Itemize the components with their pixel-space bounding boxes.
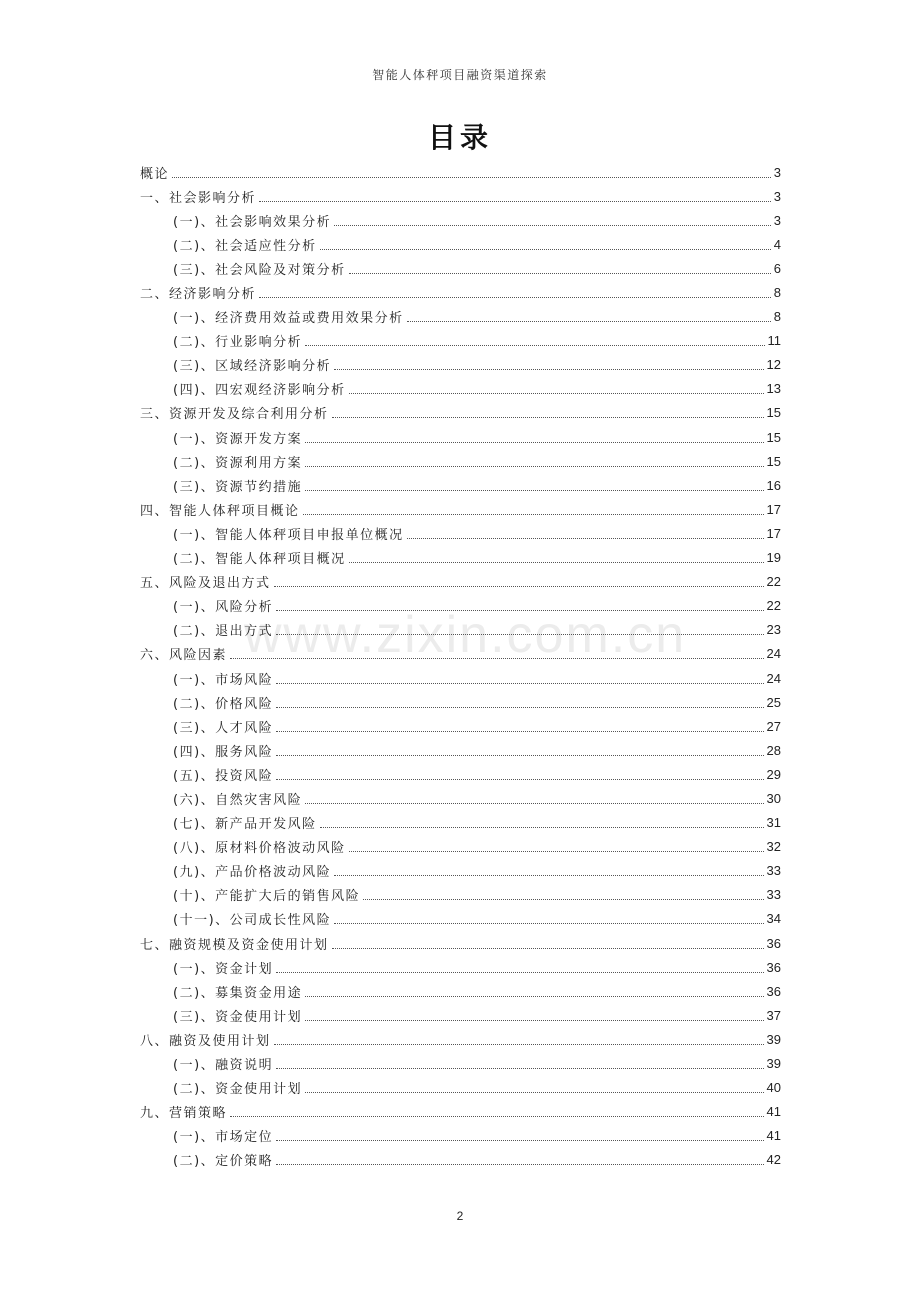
- toc-subentry[interactable]: [140, 811, 781, 835]
- toc-entry[interactable]: [140, 184, 781, 208]
- toc-page-number: 15: [766, 405, 781, 421]
- dot-leader: [276, 1140, 763, 1141]
- toc-entry-title: 五、风险及退出方式: [140, 576, 271, 592]
- toc-page-number: 40: [766, 1080, 781, 1096]
- toc-page-number: 34: [766, 911, 781, 927]
- toc-subentry[interactable]: [140, 835, 781, 859]
- toc-page-number: 11: [767, 333, 781, 349]
- toc-entry[interactable]: [140, 1027, 781, 1051]
- toc-page-number: 42: [766, 1152, 781, 1168]
- dot-leader: [305, 1092, 763, 1093]
- toc-subentry[interactable]: [140, 594, 781, 618]
- toc-entry-title: 八、融资及使用计划: [140, 1033, 271, 1049]
- toc-subentry[interactable]: [140, 329, 781, 353]
- toc-page-number: 19: [766, 550, 781, 566]
- toc-entry[interactable]: [140, 1100, 781, 1124]
- dot-leader: [276, 634, 763, 635]
- toc-subentry[interactable]: [140, 377, 781, 401]
- toc-page-number: 15: [766, 453, 781, 469]
- toc-entry-title: (一)、资金计划: [173, 961, 274, 977]
- toc-page-number: 28: [766, 742, 781, 758]
- toc-entry-title: (二)、募集资金用途: [173, 985, 303, 1001]
- dot-leader: [305, 1020, 763, 1021]
- dot-leader: [349, 273, 771, 274]
- toc-page-number: 16: [766, 477, 781, 493]
- dot-leader: [363, 899, 763, 900]
- dot-leader: [305, 803, 763, 804]
- toc-subentry[interactable]: [140, 859, 781, 883]
- toc-page-number: 24: [766, 646, 781, 662]
- toc-subentry[interactable]: [140, 666, 781, 690]
- toc-entry-title: (二)、价格风险: [173, 696, 274, 712]
- toc-entry-title: (十)、产能扩大后的销售风险: [173, 889, 361, 905]
- toc-subentry[interactable]: [140, 256, 781, 280]
- dot-leader: [349, 851, 764, 852]
- toc-entry-title: 一、社会影响分析: [140, 190, 257, 206]
- toc-subentry[interactable]: [140, 208, 781, 232]
- toc-entry-title: 六、风险因素: [140, 648, 228, 664]
- toc-entry-title: (五)、投资风险: [173, 768, 274, 784]
- dot-leader: [259, 201, 771, 202]
- toc-subentry[interactable]: [140, 883, 781, 907]
- toc-entry-title: (一)、市场定位: [173, 1130, 274, 1146]
- toc-page-number: 15: [766, 429, 781, 445]
- dot-leader: [230, 658, 764, 659]
- dot-leader: [305, 442, 763, 443]
- toc-entry-title: (二)、定价策略: [173, 1154, 274, 1170]
- dot-leader: [274, 586, 764, 587]
- toc-entry-title: (二)、行业影响分析: [173, 335, 303, 351]
- toc-subentry[interactable]: [140, 353, 781, 377]
- watermark: www.zixin.com.cn: [243, 606, 687, 664]
- dot-leader: [305, 490, 763, 491]
- dot-leader: [332, 948, 764, 949]
- toc-subentry[interactable]: [140, 955, 781, 979]
- toc-title: 目录: [427, 121, 492, 154]
- toc-page-number: 13: [766, 381, 781, 397]
- toc-page-number: 17: [766, 501, 781, 517]
- toc-entry-title: 三、资源开发及综合利用分析: [140, 407, 329, 423]
- page-number: 2: [456, 1209, 464, 1223]
- toc-page-number: 27: [766, 718, 781, 734]
- toc-page-number: 6: [773, 260, 781, 276]
- toc-entry[interactable]: [140, 931, 781, 955]
- dot-leader: [274, 1044, 764, 1045]
- toc-entry-title: (三)、资金使用计划: [173, 1009, 303, 1025]
- toc-page-number: 32: [766, 839, 781, 855]
- toc-page-number: 8: [773, 285, 781, 301]
- toc-entry-title: (四)、四宏观经济影响分析: [173, 383, 346, 399]
- toc-subentry[interactable]: [140, 786, 781, 810]
- toc-subentry[interactable]: [140, 979, 781, 1003]
- toc-subentry[interactable]: [140, 618, 781, 642]
- toc-entry-title: (十一)、公司成长性风险: [173, 913, 332, 929]
- toc-entry-title: (六)、自然灾害风险: [173, 792, 303, 808]
- toc-subentry[interactable]: [140, 521, 781, 545]
- toc-subentry[interactable]: [140, 546, 781, 570]
- toc-entry[interactable]: [140, 160, 781, 184]
- toc-page-number: 41: [766, 1128, 781, 1144]
- toc-page-number: 25: [766, 694, 781, 710]
- toc-page-number: 36: [766, 959, 781, 975]
- toc-page-number: 33: [766, 887, 781, 903]
- toc-subentry[interactable]: [140, 1051, 781, 1075]
- toc-entry-title: (二)、退出方式: [173, 624, 274, 640]
- toc-entry-title: (一)、风险分析: [173, 600, 274, 616]
- toc-entry-title: 四、智能人体秤项目概论: [140, 503, 300, 519]
- toc-page-number: 39: [766, 1031, 781, 1047]
- toc-page-number: 3: [773, 188, 781, 204]
- dot-leader: [303, 514, 764, 515]
- toc-entry[interactable]: [140, 497, 781, 521]
- toc-subentry[interactable]: [140, 738, 781, 762]
- toc-subentry[interactable]: [140, 1003, 781, 1027]
- dot-leader: [276, 731, 763, 732]
- toc-page-number: 39: [766, 1056, 781, 1072]
- toc-entry[interactable]: [140, 642, 781, 666]
- toc-page-number: 12: [766, 357, 781, 373]
- dot-leader: [334, 875, 763, 876]
- toc-entry-title: (一)、融资说明: [173, 1058, 274, 1074]
- toc-entry-title: (三)、社会风险及对策分析: [173, 262, 346, 278]
- dot-leader: [407, 538, 764, 539]
- running-header: 智能人体秤项目融资渠道探索: [372, 68, 548, 82]
- toc-page-number: 3: [773, 212, 781, 228]
- toc-subentry[interactable]: [140, 907, 781, 931]
- dot-leader: [305, 466, 763, 467]
- dot-leader: [230, 1116, 764, 1117]
- dot-leader: [276, 1164, 763, 1165]
- dot-leader: [407, 321, 771, 322]
- dot-leader: [349, 562, 764, 563]
- toc-page-number: 36: [766, 935, 781, 951]
- toc-subentry[interactable]: [140, 690, 781, 714]
- dot-leader: [276, 707, 763, 708]
- toc-entry-title: (三)、区域经济影响分析: [173, 359, 332, 375]
- toc-entry-title: (七)、新产品开发风险: [173, 817, 317, 833]
- toc-entry-title: (九)、产品价格波动风险: [173, 865, 332, 881]
- dot-leader: [320, 827, 764, 828]
- toc-page-number: 36: [766, 983, 781, 999]
- toc-subentry[interactable]: [140, 305, 781, 329]
- dot-leader: [320, 249, 771, 250]
- toc-entry-title: (三)、人才风险: [173, 720, 274, 736]
- dot-leader: [259, 297, 771, 298]
- toc-entry-title: 概论: [140, 166, 170, 182]
- toc-page-number: 17: [766, 525, 781, 541]
- toc-page-number: 31: [766, 815, 781, 831]
- toc-subentry[interactable]: [140, 1148, 781, 1172]
- toc-entry[interactable]: [140, 280, 781, 304]
- toc-page-number: 3: [773, 164, 781, 180]
- toc-subentry[interactable]: [140, 1076, 781, 1100]
- toc-page-number: 41: [766, 1104, 781, 1120]
- toc-subentry[interactable]: [140, 762, 781, 786]
- dot-leader: [276, 1068, 763, 1069]
- toc-entry-title: (一)、智能人体秤项目申报单位概况: [173, 527, 404, 543]
- dot-leader: [305, 345, 764, 346]
- toc-entry-title: (二)、社会适应性分析: [173, 238, 317, 254]
- toc-subentry[interactable]: [140, 714, 781, 738]
- toc-entry-title: (三)、资源节约措施: [173, 479, 303, 495]
- dot-leader: [276, 779, 763, 780]
- toc-entry-title: (八)、原材料价格波动风险: [173, 841, 346, 857]
- toc-entry-title: 二、经济影响分析: [140, 287, 257, 303]
- toc-entry-title: (一)、经济费用效益或费用效果分析: [173, 311, 404, 327]
- toc-page-number: 8: [773, 309, 781, 325]
- dot-leader: [334, 923, 763, 924]
- toc-page-number: 29: [766, 766, 781, 782]
- toc-entry-title: (一)、社会影响效果分析: [173, 214, 332, 230]
- toc-subentry[interactable]: [140, 232, 781, 256]
- toc-entry-title: (二)、资金使用计划: [173, 1082, 303, 1098]
- dot-leader: [334, 369, 763, 370]
- toc-entry-title: 七、融资规模及资金使用计划: [140, 937, 329, 953]
- dot-leader: [305, 996, 763, 997]
- toc-subentry[interactable]: [140, 1124, 781, 1148]
- dot-leader: [276, 683, 763, 684]
- toc-subentry[interactable]: [140, 473, 781, 497]
- toc-page-number: 4: [773, 236, 781, 252]
- toc-subentry[interactable]: [140, 425, 781, 449]
- toc-entry-title: 九、营销策略: [140, 1106, 228, 1122]
- toc-entry-title: (一)、资源开发方案: [173, 431, 303, 447]
- table-of-contents: [140, 160, 781, 1172]
- toc-entry-title: (四)、服务风险: [173, 744, 274, 760]
- dot-leader: [349, 393, 764, 394]
- toc-page-number: 22: [766, 574, 781, 590]
- toc-entry-title: (二)、资源利用方案: [173, 455, 303, 471]
- toc-entry[interactable]: [140, 570, 781, 594]
- toc-page-number: 23: [766, 622, 781, 638]
- dot-leader: [172, 177, 771, 178]
- toc-entry-title: (二)、智能人体秤项目概况: [173, 552, 346, 568]
- toc-page-number: 24: [766, 670, 781, 686]
- dot-leader: [276, 972, 763, 973]
- dot-leader: [332, 417, 764, 418]
- dot-leader: [276, 610, 763, 611]
- toc-subentry[interactable]: [140, 449, 781, 473]
- toc-page-number: 30: [766, 790, 781, 806]
- toc-entry-title: (一)、市场风险: [173, 672, 274, 688]
- dot-leader: [334, 225, 771, 226]
- dot-leader: [276, 755, 763, 756]
- toc-page-number: 33: [766, 863, 781, 879]
- toc-entry[interactable]: [140, 401, 781, 425]
- toc-page-number: 22: [766, 598, 781, 614]
- toc-page-number: 37: [766, 1007, 781, 1023]
